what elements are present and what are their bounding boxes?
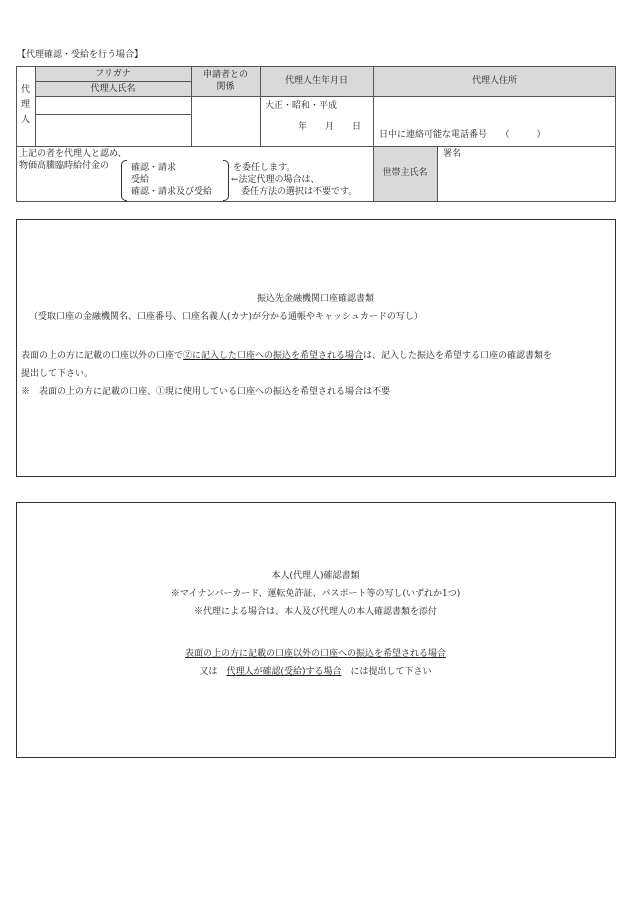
era-options[interactable]: 大正・昭和・平成 [265,101,338,111]
id-box-line1: ※マイナンバーカード、運転免許証、パスポート等の写し(いずれか1つ) [170,589,461,599]
id-document-box [16,502,616,758]
bank-box-paragraph [21,351,552,362]
id-box-or-underlined: 代理人が確認(受給)する場合 [226,667,342,677]
proxy-side-label-2: 理 [21,100,31,110]
proxy-side-label-1: 代 [21,85,31,95]
delegation-line1: 上記の者を代理人と認め、 [19,149,127,159]
signature-field[interactable] [438,160,614,200]
bank-box-heading: 振込先金融機関口座確認書類 [256,294,374,304]
id-box-or-suffix: には提出して下さい [341,667,432,677]
bank-box-note: ※ 表面の上の方に記載の口座、①現に使用している口座への振込を希望される場合は不要 [21,387,391,397]
birth-date-units[interactable]: 年 月 日 [298,122,362,132]
proxy-table [0,0,630,210]
relation-header-line1: 申請者との [202,70,248,80]
proxy-name-header: 代理人氏名 [90,84,136,94]
bank-box-subheading: （受取口座の金融機関名、口座番号、口座名義人(カナ)が分かる通帳やキャッシュカードの写し） [29,312,423,322]
id-box-line2: ※代理による場合は、本人及び代理人の本人確認書類を添付 [193,607,437,617]
relation-field[interactable] [192,97,259,145]
delegation-suffix-2: ←法定代理の場合は、 [231,175,320,185]
furigana-field[interactable] [36,97,190,114]
id-box-heading: 本人(代理人)確認書類 [271,571,360,581]
signature-label: 署名 [443,149,462,159]
right-brace [223,160,229,201]
id-box-condition [17,649,614,660]
delegation-suffix-3: 委任方法の選択は不要です。 [241,187,358,197]
bank-box-para-suffix: は、記入した振込を希望する口座の確認書類を [363,351,553,361]
left-brace [121,160,127,201]
id-box-or-line [17,667,614,678]
bank-box-para-line2: 提出して下さい。 [21,369,94,379]
proxy-name-field[interactable] [36,115,190,145]
section-title: 【代理確認・受給を行う場合】 [17,50,144,60]
address-field[interactable] [374,97,615,127]
delegation-option-both[interactable]: 確認・請求及び受給 [131,187,213,197]
relation-header-line2: 関係 [216,82,235,92]
delegation-option-confirm[interactable]: 確認・請求 [131,163,177,173]
household-head-label: 世帯主氏名 [382,168,428,178]
bank-document-box [16,219,616,477]
delegation-suffix-1: を委任します。 [233,163,296,173]
proxy-side-label-3: 人 [21,115,31,125]
bank-box-para-underlined: ②に記入した口座への振込を希望される場合 [183,351,364,361]
furigana-header: フリガナ [95,69,131,79]
delegation-option-receive[interactable]: 受給 [131,175,150,185]
birth-date-header: 代理人生年月日 [284,76,348,86]
delegation-line2-prefix: 物価高騰臨時給付金の [19,161,110,171]
bank-box-para-prefix: 表面の上の方に記載の口座以外の口座で [21,351,184,361]
id-box-or-prefix: 又は [199,667,227,677]
address-header: 代理人住所 [471,76,517,86]
phone-label: 日中に連絡可能な電話番号 （ ） [379,130,546,140]
id-box-condition-underlined: 表面の上の方に記載の口座以外の口座への振込を希望される場合 [184,649,446,659]
